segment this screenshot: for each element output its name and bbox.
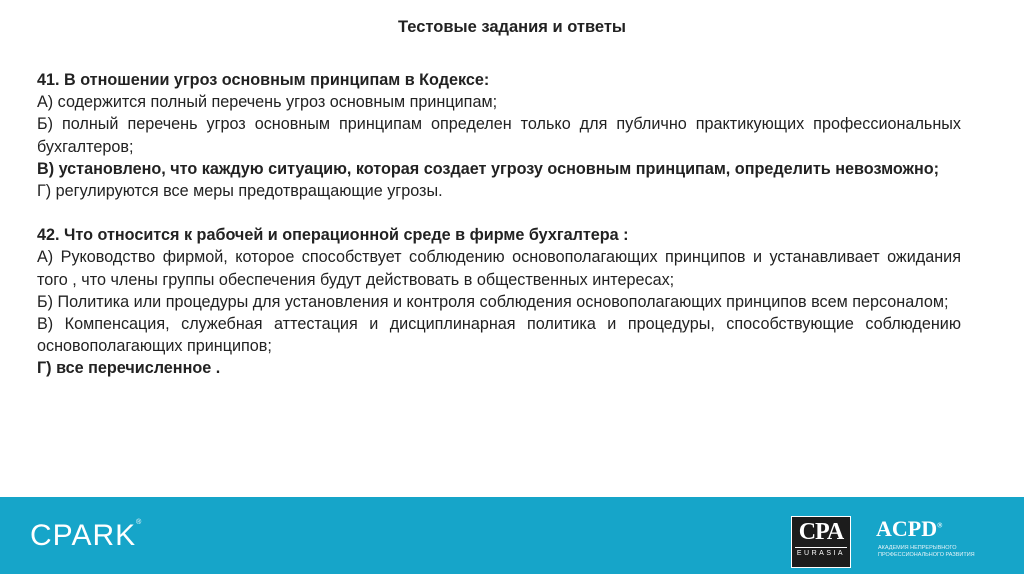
footer-bar bbox=[0, 497, 1024, 574]
cpa-logo-subtext: EURASIA bbox=[795, 547, 847, 560]
q41-answer-a: А) содержится полный перечень угроз основным принципам; bbox=[37, 93, 498, 112]
acpd-logo bbox=[876, 516, 942, 542]
question-42: 42. Что относится к рабочей и операционной среде в фирме бухгалтера : bbox=[37, 226, 629, 245]
q42-answer-v: В) Компенсация, служебная аттестация и дисциплинарная политика и процедуры, способствующие соблюдению основополагающих принципов; bbox=[37, 315, 961, 356]
q41-answer-g: Г) регулируются все меры предотвращающие угрозы. bbox=[37, 182, 443, 201]
questions-content bbox=[37, 69, 961, 380]
q42-answer-g-correct: Г) все перечисленное . bbox=[37, 359, 221, 378]
q42-answer-b: Б) Политика или процедуры для установления и контроля соблюдения основополагающих принципов всем персоналом; bbox=[37, 292, 949, 311]
acpd-registered-mark: ® bbox=[937, 521, 943, 530]
cpark-logo-text: CPARK bbox=[30, 519, 137, 552]
q42-answer-a: А) Руководство фирмой, которое способствует соблюдению основополагающих принципов и устанавливает ожидания того , что члены группы обеспечения будут действовать в общественных интересах; bbox=[37, 248, 961, 289]
cpa-eurasia-logo bbox=[791, 516, 851, 568]
question-41: 41. В отношении угроз основным принципам в Кодексе: bbox=[37, 71, 490, 89]
cpark-logo bbox=[30, 519, 142, 553]
q41-answer-b: Б) полный перечень угроз основным принципам определен только для публично практикующих профессиональных бухгалтеров; bbox=[37, 115, 961, 156]
registered-mark: ® bbox=[136, 519, 143, 526]
acpd-logo-text: ACPD bbox=[876, 516, 938, 541]
q41-answer-v-correct: В) установлено, что каждую ситуацию, которая создает угрозу основным принципам, определить невозможно; bbox=[37, 159, 940, 178]
spacer bbox=[37, 202, 961, 224]
slide-title: Тестовые задания и ответы bbox=[398, 18, 626, 36]
cpa-logo-text: CPA bbox=[798, 519, 844, 545]
acpd-subtitle: АКАДЕМИЯ НЕПРЕРЫВНОГО ПРОФЕССИОНАЛЬНОГО РАЗВИТИЯ bbox=[878, 545, 975, 558]
